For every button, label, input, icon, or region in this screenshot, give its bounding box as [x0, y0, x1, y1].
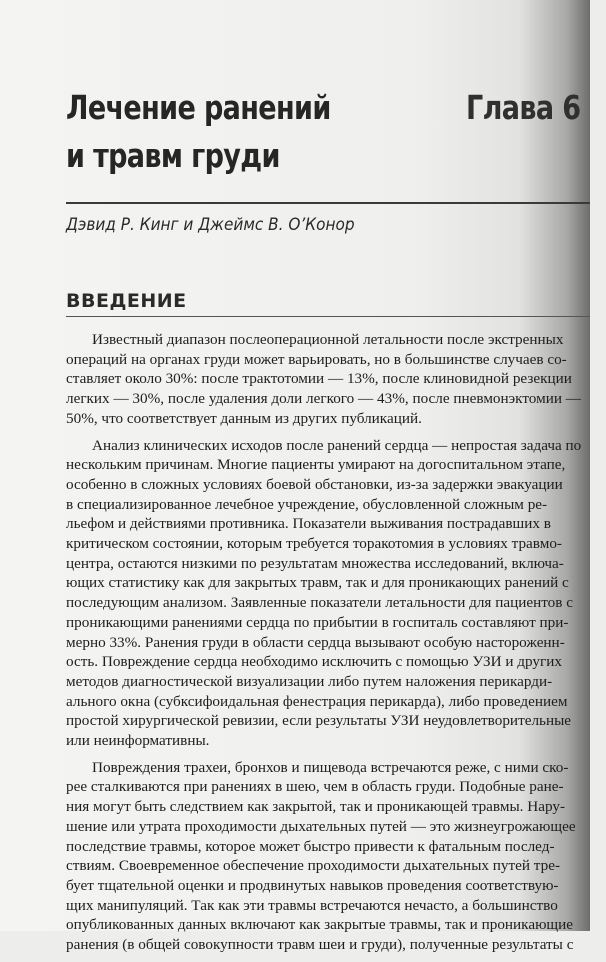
text-line: центра, остаются низкими по результатам множества исследований, включа-	[66, 554, 564, 572]
text-line: последствие травмы, которое может быстро привести к фатальным послед-	[66, 837, 555, 855]
text-line: ставляет около 30%: после трактотомии — 13%, после клиновидной резекции	[66, 370, 572, 388]
text-line: методов диагностической визуализации либо путем наложения перикарди-	[66, 672, 553, 690]
text-line: операций на органах груди может варьировать, но в большинстве случаев со-	[66, 350, 567, 368]
paragraph-1	[66, 330, 606, 429]
title-divider	[66, 202, 590, 204]
text-line: ального окна (субксифоидальная фенестрация перикарда), либо проведением	[66, 692, 568, 710]
text-line: щих манипуляций. Так как эти травмы встречаются нечасто, а большинство	[66, 896, 558, 914]
text-line: нескольким причинам. Многие пациенты умирают на догоспитальном этапе,	[66, 456, 566, 474]
chapter-number: Глава 6	[466, 88, 581, 127]
chapter-authors: Дэвид Р. Кинг и Джеймс В. О’Конор	[66, 215, 355, 235]
paragraph-2	[66, 436, 606, 751]
text-line: проникающими ранениями сердца по прибытии в госпиталь составляют при-	[66, 613, 569, 631]
text-line: 50%, что соответствует данным из других публикаций.	[66, 409, 422, 427]
text-line: опубликованных данных включают как закрытые травмы, так и проникающие	[66, 916, 573, 934]
text-line: ющих статистику как для закрытых травм, так и для проникающих ранений с	[66, 574, 569, 592]
text-line: ранения (в общей совокупности травм шеи и груди), полученные результаты с	[66, 936, 574, 954]
text-line: ость. Повреждение сердца необходимо исключить с помощью УЗИ и других	[66, 653, 562, 671]
text-line: последующим анализом. Заявленные показатели летальности для пациентов с	[66, 594, 573, 612]
text-line: в специализированное лечебное учреждение, обусловленной сложным ре-	[66, 495, 548, 513]
chapter-title-line-2: и травм груди	[66, 136, 280, 175]
text-line: ствиям. Своевременное обеспечение проходимости дыхательных путей тре-	[66, 857, 561, 875]
text-line: Анализ клинических исходов после ранений сердца — непростая задача по	[92, 436, 582, 454]
body-text	[66, 330, 606, 962]
chapter-title-line-1: Лечение ранений	[66, 88, 331, 127]
text-line: Известный диапазон послеоперационной летальности после экстренных	[92, 331, 564, 348]
text-line: бует тщательной оценки и продвинутых навыков проведения соответствую-	[66, 876, 559, 894]
text-line: особенно в сложных условиях боевой обстановки, из-за задержки эвакуации	[66, 475, 563, 493]
text-line: мерно 33%. Ранения груди в области сердца вызывают особую настороженн-	[66, 633, 565, 651]
paragraph-3	[66, 758, 606, 955]
text-line: шение или утрата проходимости дыхательных путей — это жизнеугрожающее	[66, 817, 576, 835]
text-line: простой хирургической ревизии, если результаты УЗИ неудовлетворительные	[66, 712, 572, 730]
text-line: легких — 30%, после удаления доли легкого — 43%, после пневмонэктомии —	[66, 390, 581, 408]
text-line: Повреждения трахеи, бронхов и пищевода встречаются реже, с ними ско-	[92, 758, 569, 776]
section-heading: ВВЕДЕНИЕ	[66, 290, 187, 312]
section-divider	[66, 316, 590, 317]
text-line: рее сталкиваются при ранениях в шею, чем в область груди. Подобные ране-	[66, 778, 564, 796]
text-line: льефом и действиями противника. Показатели выживания пострадавших в	[66, 515, 551, 533]
text-line: или неинформативны.	[66, 732, 210, 750]
text-line: критическом состоянии, которым требуется торакотомия в условиях травмо-	[66, 535, 562, 553]
chapter-title	[66, 84, 331, 180]
text-line: ния могут быть следствием как закрытой, так и проникающей травмы. Нару-	[66, 798, 565, 816]
